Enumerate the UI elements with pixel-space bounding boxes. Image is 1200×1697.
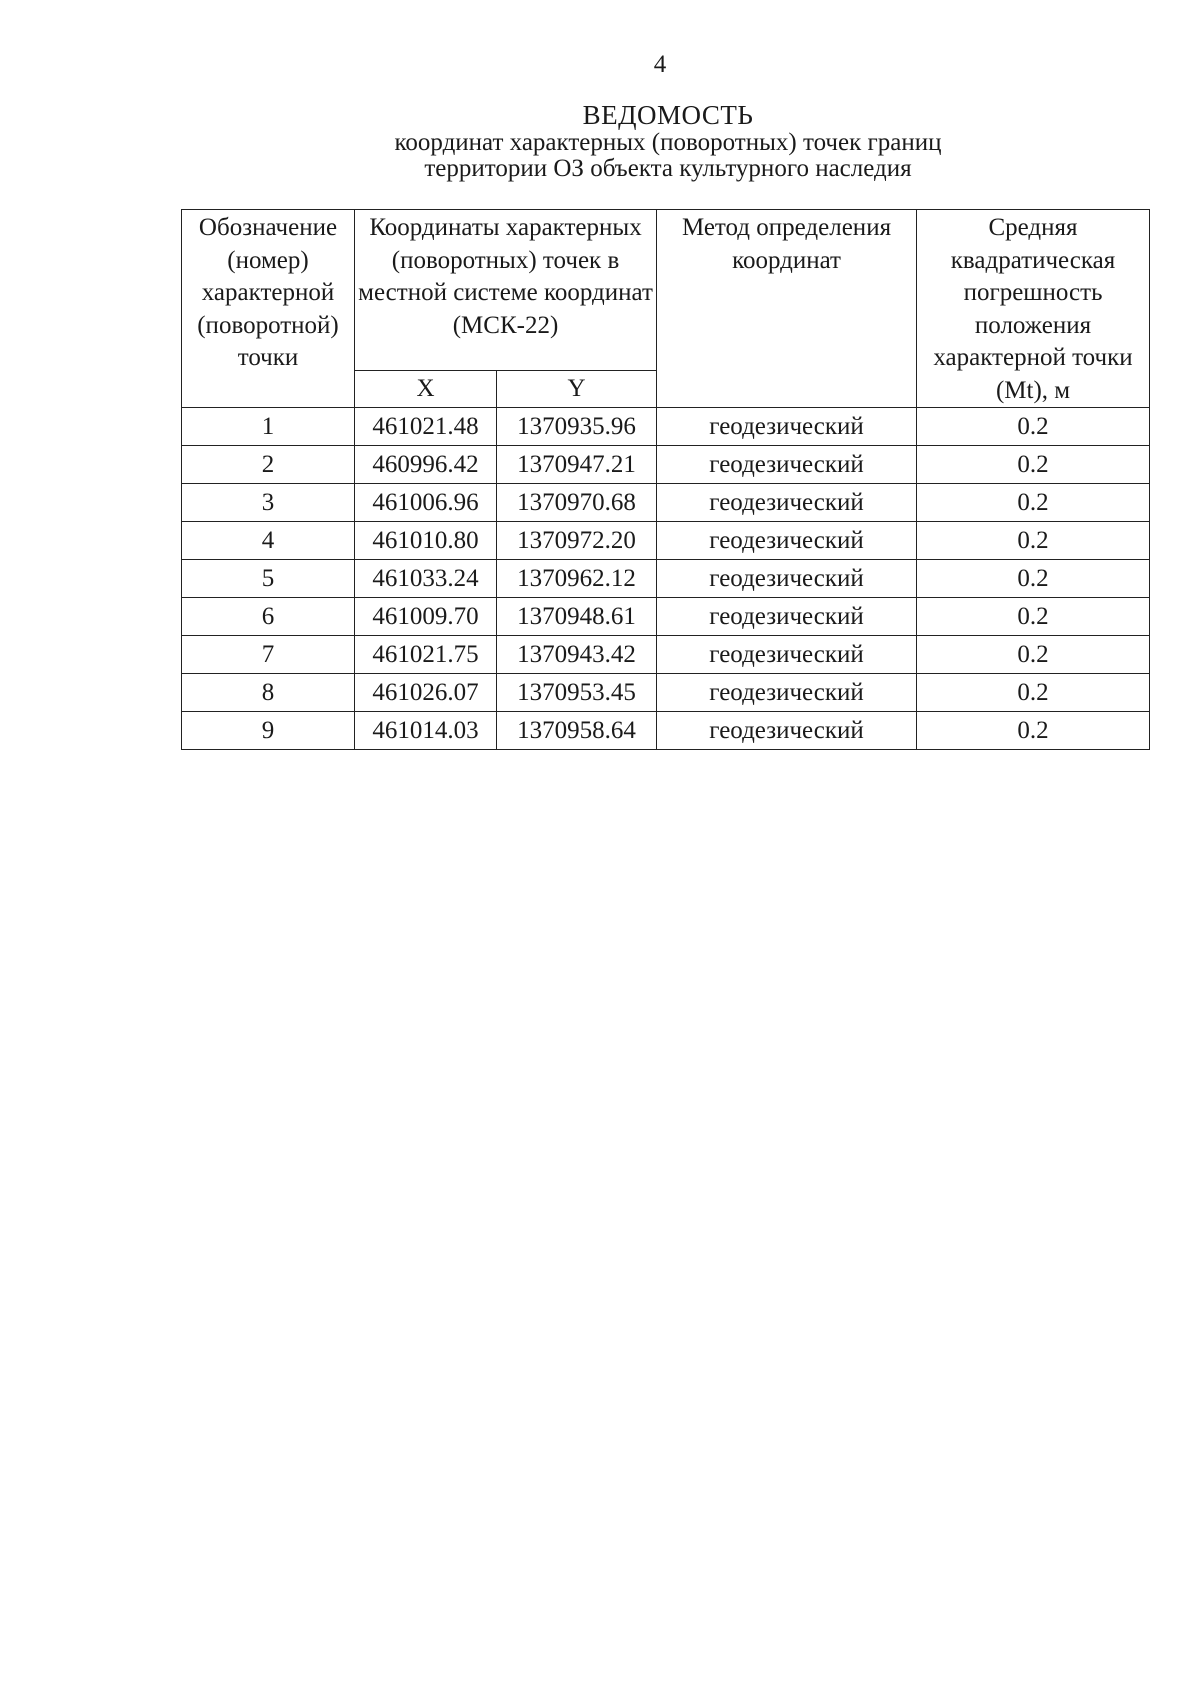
cell-method: геодезический: [657, 484, 917, 522]
cell-point-number: 7: [182, 636, 355, 674]
cell-point-number: 9: [182, 712, 355, 750]
cell-x: 461021.75: [355, 636, 497, 674]
cell-error: 0.2: [917, 446, 1150, 484]
table-row: [182, 522, 1150, 560]
header-error: Средняя квадратическая погрешность положения характерной точки (Mt), м: [917, 210, 1150, 408]
cell-point-number: 5: [182, 560, 355, 598]
cell-x: 460996.42: [355, 446, 497, 484]
cell-y: 1370935.96: [497, 408, 657, 446]
cell-y: 1370947.21: [497, 446, 657, 484]
cell-x: 461010.80: [355, 522, 497, 560]
cell-method: геодезический: [657, 446, 917, 484]
table-row: [182, 560, 1150, 598]
table-row: [182, 712, 1150, 750]
cell-error: 0.2: [917, 484, 1150, 522]
header-coordinates: Координаты характерных (поворотных) точек в местной системе координат (МСК-22): [355, 210, 657, 371]
table-row: [182, 636, 1150, 674]
cell-error: 0.2: [917, 712, 1150, 750]
cell-method: геодезический: [657, 522, 917, 560]
cell-error: 0.2: [917, 636, 1150, 674]
cell-point-number: 4: [182, 522, 355, 560]
header-x: X: [355, 370, 497, 407]
cell-method: геодезический: [657, 408, 917, 446]
header-method: Метод определения координат: [657, 210, 917, 408]
cell-error: 0.2: [917, 408, 1150, 446]
cell-y: 1370958.64: [497, 712, 657, 750]
cell-point-number: 6: [182, 598, 355, 636]
table-header: [182, 210, 1150, 408]
cell-x: 461006.96: [355, 484, 497, 522]
cell-point-number: 3: [182, 484, 355, 522]
coordinates-table: [181, 209, 1150, 750]
table-row: [182, 598, 1150, 636]
cell-error: 0.2: [917, 522, 1150, 560]
table-body: [182, 408, 1150, 750]
table-row: [182, 674, 1150, 712]
header-designation: Обозначение (номер) характерной (поворотной) точки: [182, 210, 355, 408]
cell-x: 461009.70: [355, 598, 497, 636]
cell-method: геодезический: [657, 560, 917, 598]
cell-point-number: 8: [182, 674, 355, 712]
cell-point-number: 2: [182, 446, 355, 484]
cell-y: 1370972.20: [497, 522, 657, 560]
table-row: [182, 484, 1150, 522]
cell-y: 1370962.12: [497, 560, 657, 598]
cell-method: геодезический: [657, 636, 917, 674]
cell-method: геодезический: [657, 598, 917, 636]
cell-error: 0.2: [917, 674, 1150, 712]
cell-x: 461021.48: [355, 408, 497, 446]
page-number: 4: [653, 51, 667, 78]
cell-y: 1370970.68: [497, 484, 657, 522]
cell-x: 461026.07: [355, 674, 497, 712]
title-block: [0, 100, 1200, 182]
cell-point-number: 1: [182, 408, 355, 446]
document-subtitle-line-1: координат характерных (поворотных) точек границ: [394, 129, 942, 156]
cell-y: 1370943.42: [497, 636, 657, 674]
header-y: Y: [497, 370, 657, 407]
document-title: ВЕДОМОСТЬ: [582, 100, 754, 130]
cell-x: 461033.24: [355, 560, 497, 598]
header-row: [182, 210, 1150, 371]
cell-method: геодезический: [657, 712, 917, 750]
cell-error: 0.2: [917, 598, 1150, 636]
cell-y: 1370948.61: [497, 598, 657, 636]
table-row: [182, 446, 1150, 484]
cell-error: 0.2: [917, 560, 1150, 598]
cell-y: 1370953.45: [497, 674, 657, 712]
document-subtitle-line-2: территории ОЗ объекта культурного наследия: [424, 155, 912, 182]
cell-x: 461014.03: [355, 712, 497, 750]
cell-method: геодезический: [657, 674, 917, 712]
table-row: [182, 408, 1150, 446]
